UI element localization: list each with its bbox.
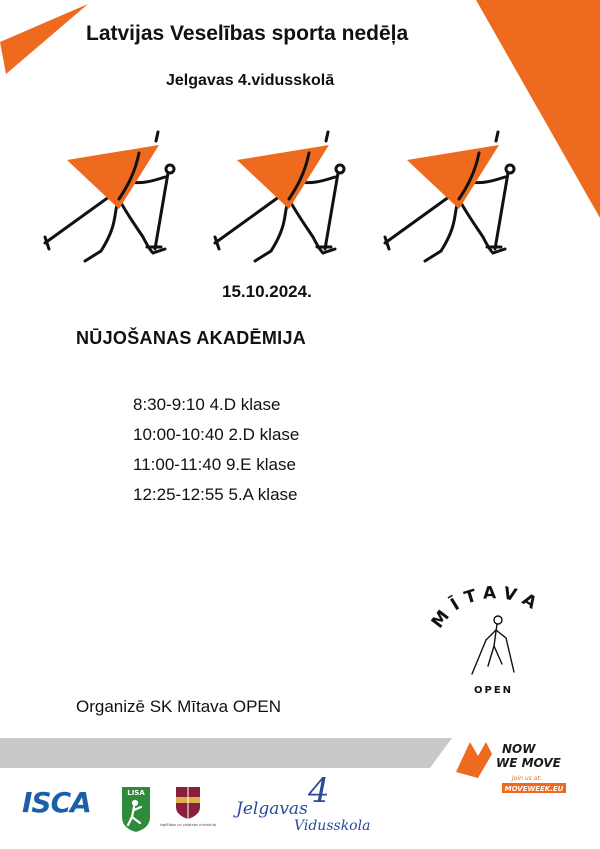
schedule-group: 4.D klase	[209, 395, 281, 414]
schedule-group: 5.A klase	[228, 485, 298, 504]
nwm-line1: NOW	[502, 742, 536, 756]
school-logo-suffix: Vidusskola	[294, 818, 371, 834]
schedule-group: 9.E klase	[225, 455, 296, 474]
nwm-line2: WE MOVE	[496, 756, 561, 770]
schedule-item	[133, 450, 299, 480]
school-logo	[234, 772, 384, 834]
school-logo-number: 4	[308, 771, 330, 811]
event-date: 15.10.2024.	[222, 282, 312, 301]
schedule-time: 8:30-9:10	[133, 395, 205, 414]
nordic-walker-icon	[205, 125, 345, 265]
nwm-url: MOVEWEEK.EU	[504, 785, 564, 793]
mitava-logo-open: OPEN	[474, 685, 514, 696]
mitava-logo-letters: MĪTAVA	[428, 583, 547, 633]
schedule-list	[133, 390, 299, 510]
schedule-time: 10:00-10:40	[133, 425, 224, 444]
nordic-walker-icon	[375, 125, 515, 265]
svg-text:MĪTAVA	[428, 583, 546, 632]
lisa-logo	[118, 783, 154, 835]
schedule-time: 12:25-12:55	[133, 485, 224, 504]
nordic-walker-icon	[35, 125, 175, 265]
schedule-item	[133, 420, 299, 450]
school-logo-name: Jelgavas	[236, 799, 308, 819]
isca-logo	[22, 785, 104, 819]
ministry-logo-text: Izglītības un zinātnes ministrija	[160, 823, 216, 827]
schedule-item	[133, 390, 299, 420]
schedule-item	[133, 480, 299, 510]
isca-logo-text: ISCA	[22, 786, 91, 819]
nwm-join: Join us at:	[512, 775, 542, 782]
mitava-open-logo	[428, 582, 558, 700]
event-name: NŪJOŠANAS AKADĒMIJA	[76, 328, 307, 348]
page-subtitle: Jelgavas 4.vidusskolā	[166, 72, 335, 89]
ministry-logo	[160, 783, 216, 835]
now-we-move-logo	[452, 732, 570, 798]
organizer-text: Organizē SK Mītava OPEN	[76, 697, 282, 716]
schedule-time: 11:00-11:40	[133, 455, 222, 474]
schedule-group: 2.D klase	[228, 425, 300, 444]
page-title: Latvijas Veselības sporta nedēļa	[86, 22, 409, 45]
lisa-logo-text: LISA	[127, 789, 145, 797]
